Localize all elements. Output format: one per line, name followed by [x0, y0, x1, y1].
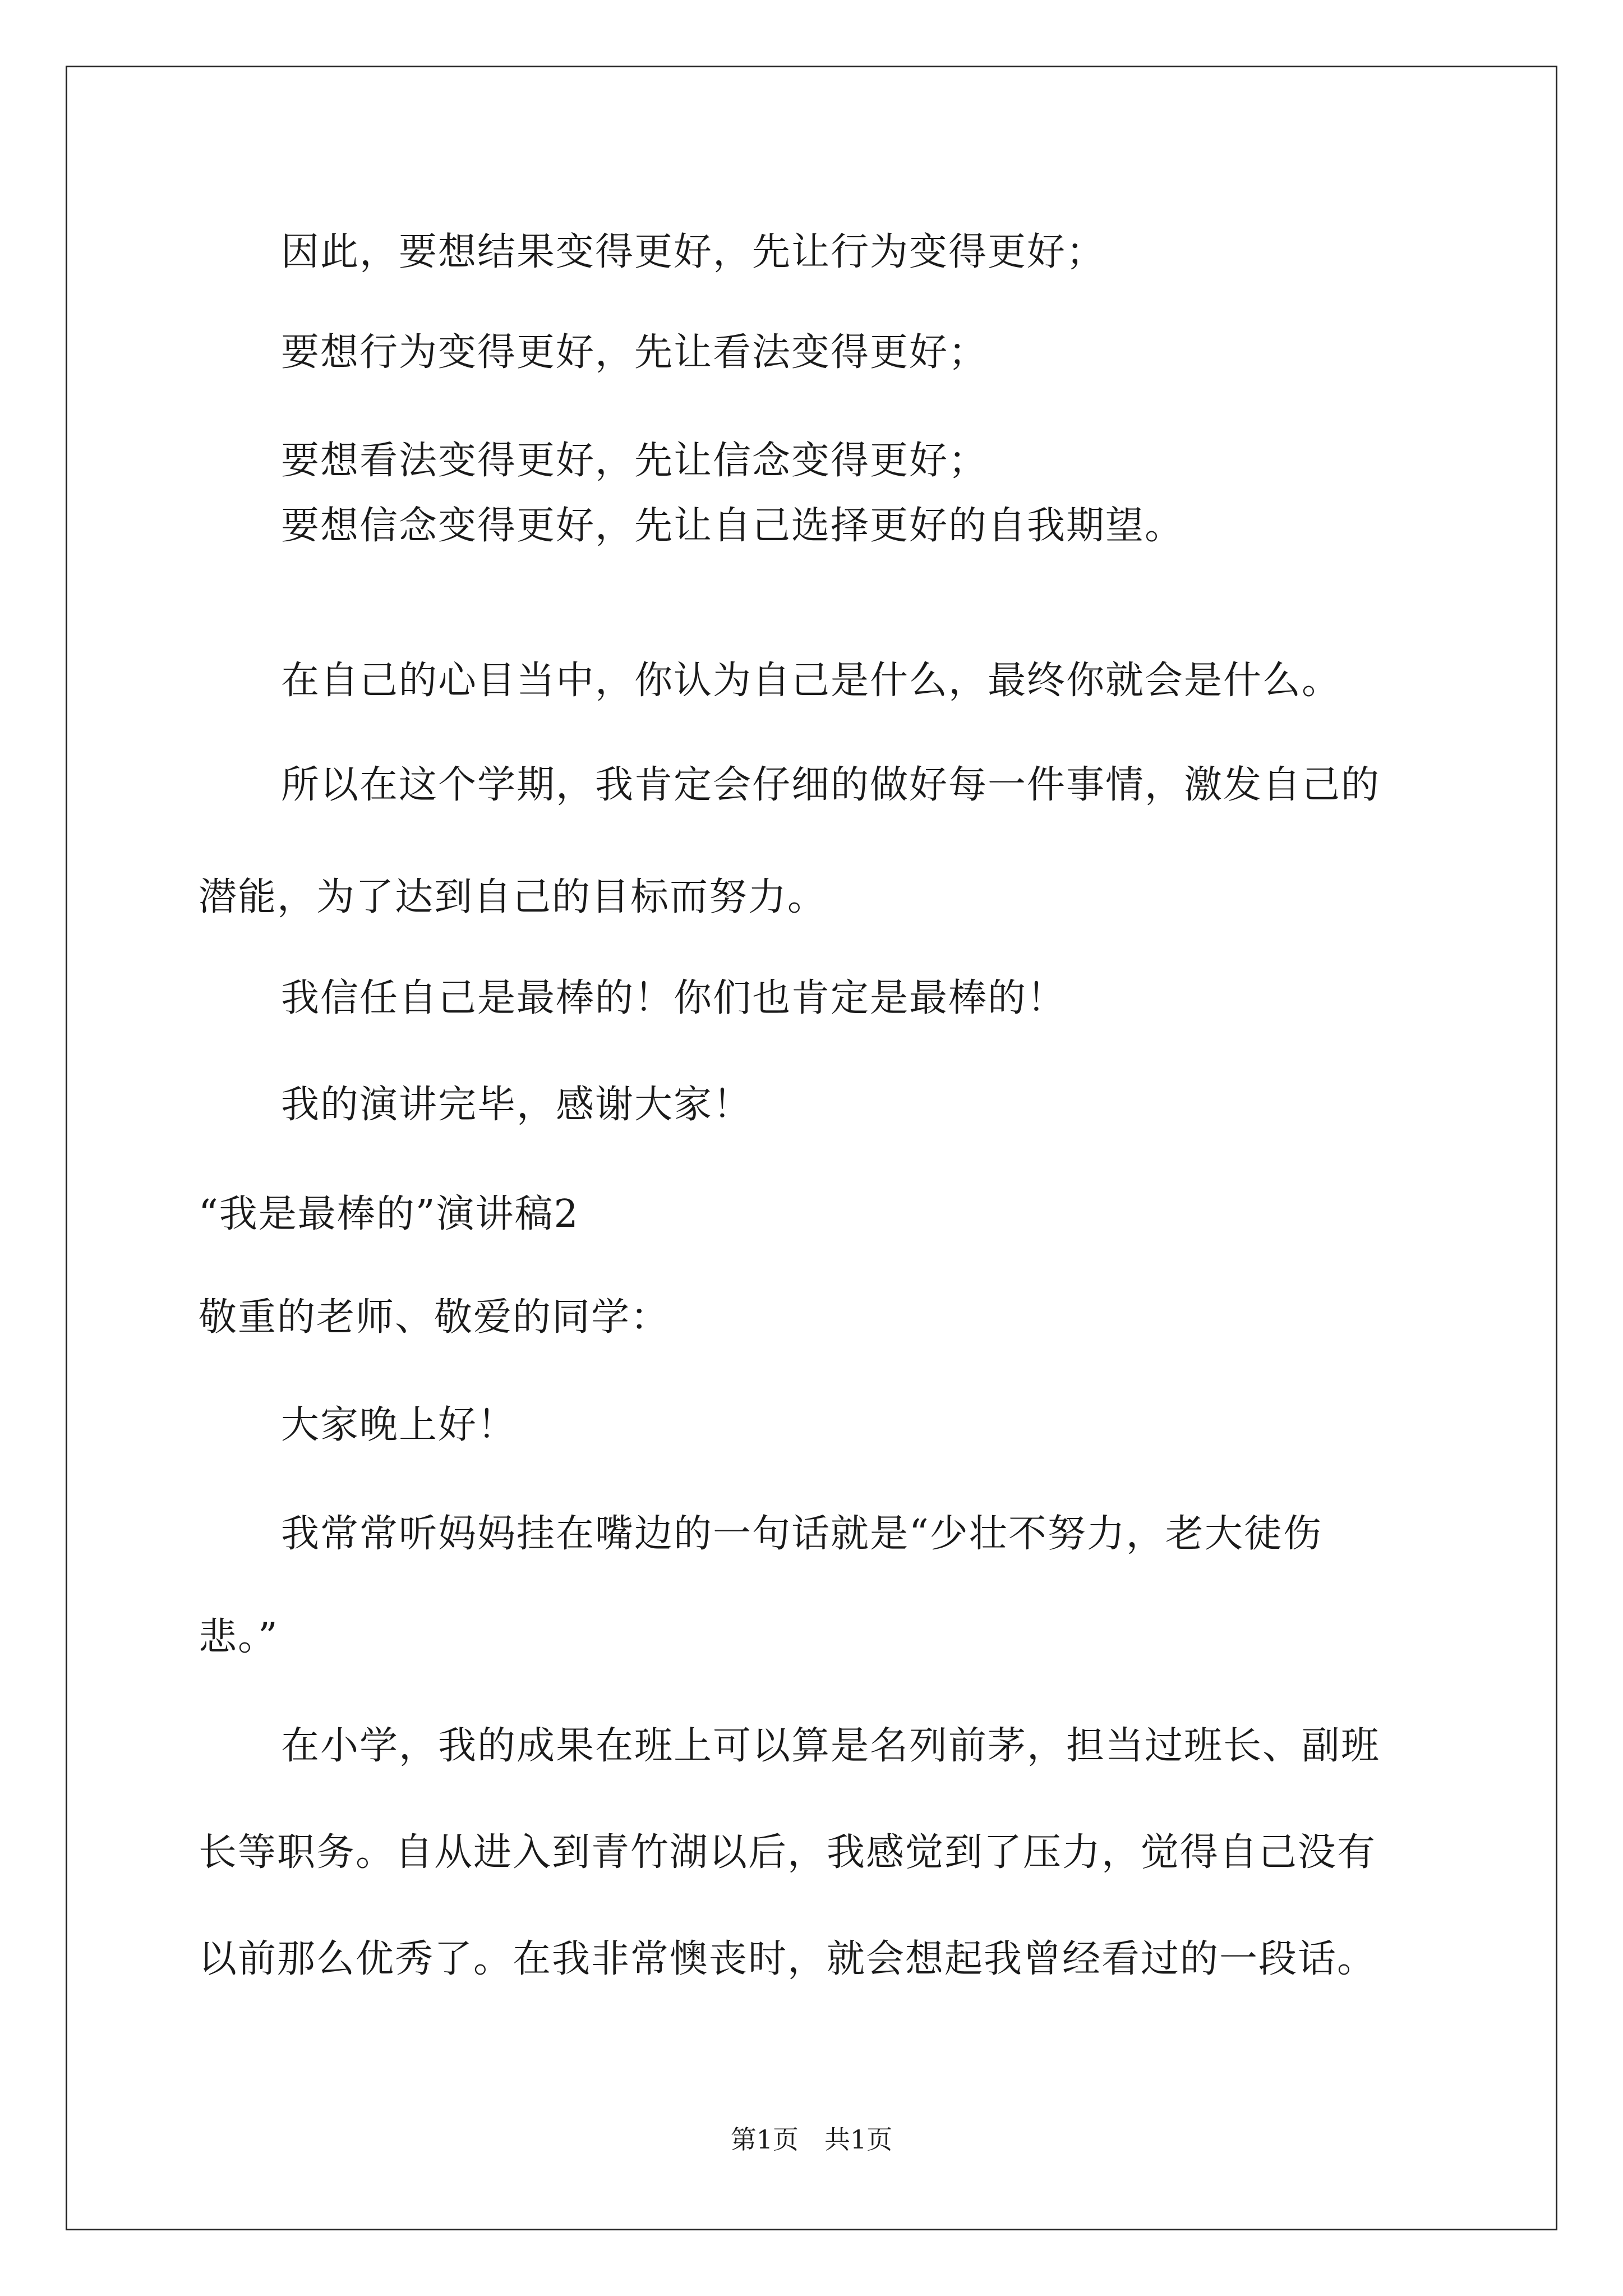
paragraph-line: 在自己的心目当中，你认为自己是什么，最终你就会是什么。 — [281, 659, 1341, 703]
paragraph-line: 我信任自己是最棒的！你们也肯定是最棒的！ — [281, 976, 1067, 1020]
section-title: “我是最棒的”演讲稿2 — [199, 1192, 579, 1236]
paragraph-line: 我的演讲完毕，感谢大家！ — [281, 1083, 753, 1127]
paragraph-line: 要想行为变得更好，先让看法变得更好； — [281, 330, 988, 375]
paragraph-line: 以前那么优秀了。在我非常懊丧时，就会想起我曾经看过的一段话。 — [199, 1937, 1377, 1981]
paragraph-line: 大家晚上好！ — [281, 1403, 517, 1447]
paragraph-line: 悲。” — [199, 1615, 279, 1659]
page-number-footer: 第1页 共1页 — [730, 2124, 893, 2155]
paragraph-line: 要想看法变得更好，先让信念变得更好； — [281, 439, 988, 483]
paragraph-line: 我常常听妈妈挂在嘴边的一句话就是“少壮不努力，老大徒伤 — [281, 1512, 1322, 1556]
paragraph-line: 潜能，为了达到自己的目标而努力。 — [199, 875, 827, 919]
paragraph-line: 因此，要想结果变得更好，先让行为变得更好； — [281, 230, 1106, 274]
paragraph-line: 长等职务。自从进入到青竹湖以后，我感觉到了压力，觉得自己没有 — [199, 1830, 1377, 1875]
paragraph-line: 在小学，我的成果在班上可以算是名列前茅，担当过班长、副班 — [281, 1724, 1381, 1768]
paragraph-line: 要想信念变得更好，先让自己选择更好的自我期望。 — [281, 504, 1184, 548]
greeting-line: 敬重的老师、敬爱的同学： — [199, 1295, 670, 1340]
page-border — [66, 66, 1557, 2230]
paragraph-line: 所以在这个学期，我肯定会仔细的做好每一件事情，激发自己的 — [281, 763, 1381, 807]
